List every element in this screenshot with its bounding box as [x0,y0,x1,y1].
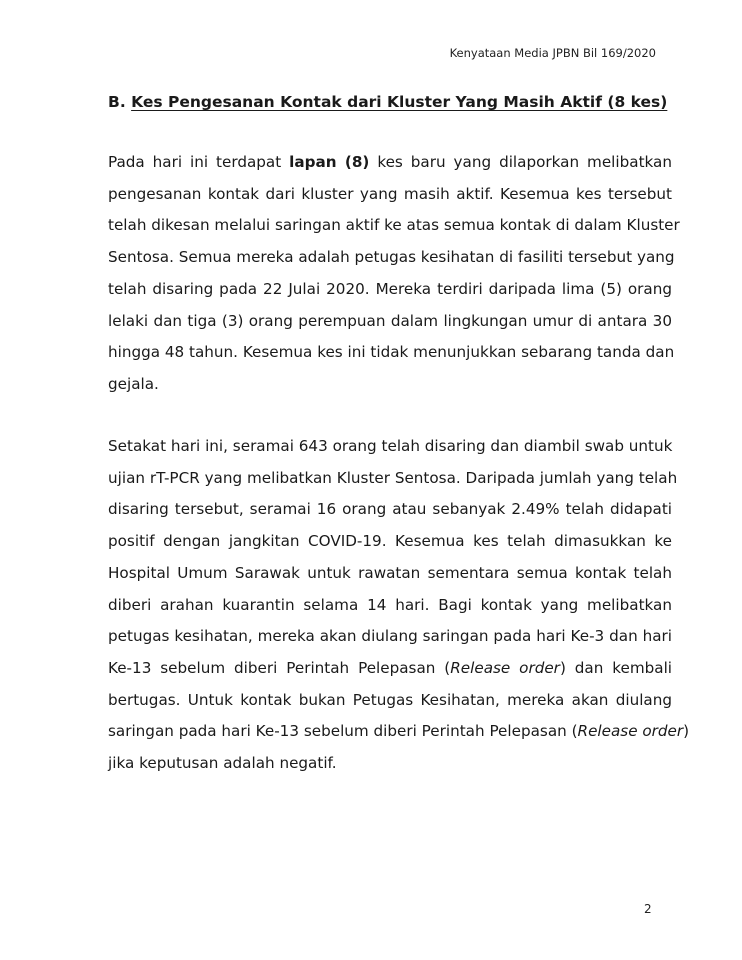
release-order-italic: Release order [577,722,684,741]
paragraph-line: Hospital Umum Sarawak untuk rawatan sementara semua kontak telah [108,563,672,582]
paragraph-line: positif dengan jangkitan COVID-19. Kesemua kes telah dimasukkan ke [108,532,672,551]
paragraph-line: Setakat hari ini, seramai 643 orang telah disaring dan diambil swab untuk [108,437,673,455]
paragraph-line: saringan pada hari Ke-13 sebelum diberi Perintah Pelepasan (Release order) [108,722,690,741]
section-title-text: Kes Pengesanan Kontak dari Kluster Yang Masih Aktif (8 kes) [131,93,668,111]
paragraph-line: diberi arahan kuarantin selama 14 hari. Bagi kontak yang melibatkan [108,595,672,614]
paragraph-line: bertugas. Untuk kontak bukan Petugas Kesihatan, mereka akan diulang [108,690,672,709]
paragraph-line: hingga 48 tahun. Kesemua kes ini tidak menunjukkan sebarang tanda dan [108,343,675,362]
paragraph-line: gejala. [108,374,159,393]
paragraph-line: Ke-13 sebelum diberi Perintah Pelepasan (Release order) dan kembali [108,658,673,677]
media-statement-reference: Kenyataan Media JPBN Bil 169/2020 [449,46,656,60]
paragraph-line: Pada hari ini terdapat lapan (8) kes baru yang dilaporkan melibatkan [108,153,672,171]
page-number: 2 [644,902,652,916]
release-order-italic: Release order [450,658,560,677]
paragraph-new-cases [108,147,680,401]
paragraph-line: Sentosa. Semua mereka adalah petugas kesihatan di fasiliti tersebut yang [108,248,675,267]
paragraph-line: ujian rT-PCR yang melibatkan Kluster Sentosa. Daripada jumlah yang telah [108,468,678,487]
paragraph-line: petugas kesihatan, mereka akan diulang saringan pada hari Ke-3 dan hari [108,627,672,646]
section-heading [108,93,667,111]
section-label: B. [108,93,126,111]
case-count-bold: lapan (8) [289,153,370,171]
paragraph-line: telah disaring pada 22 Julai 2020. Mereka terdiri daripada lima (5) orang [108,279,672,298]
paragraph-line: pengesanan kontak dari kluster yang masih aktif. Kesemua kes tersebut [108,184,672,203]
paragraph-screening-summary [108,431,690,780]
paragraph-line: disaring tersebut, seramai 16 orang atau sebanyak 2.49% telah didapati [108,500,672,519]
paragraph-line: lelaki dan tiga (3) orang perempuan dalam lingkungan umur di antara 30 [108,311,672,330]
paragraph-line: jika keputusan adalah negatif. [108,754,337,773]
paragraph-line: telah dikesan melalui saringan aktif ke atas semua kontak di dalam Kluster [108,216,680,235]
